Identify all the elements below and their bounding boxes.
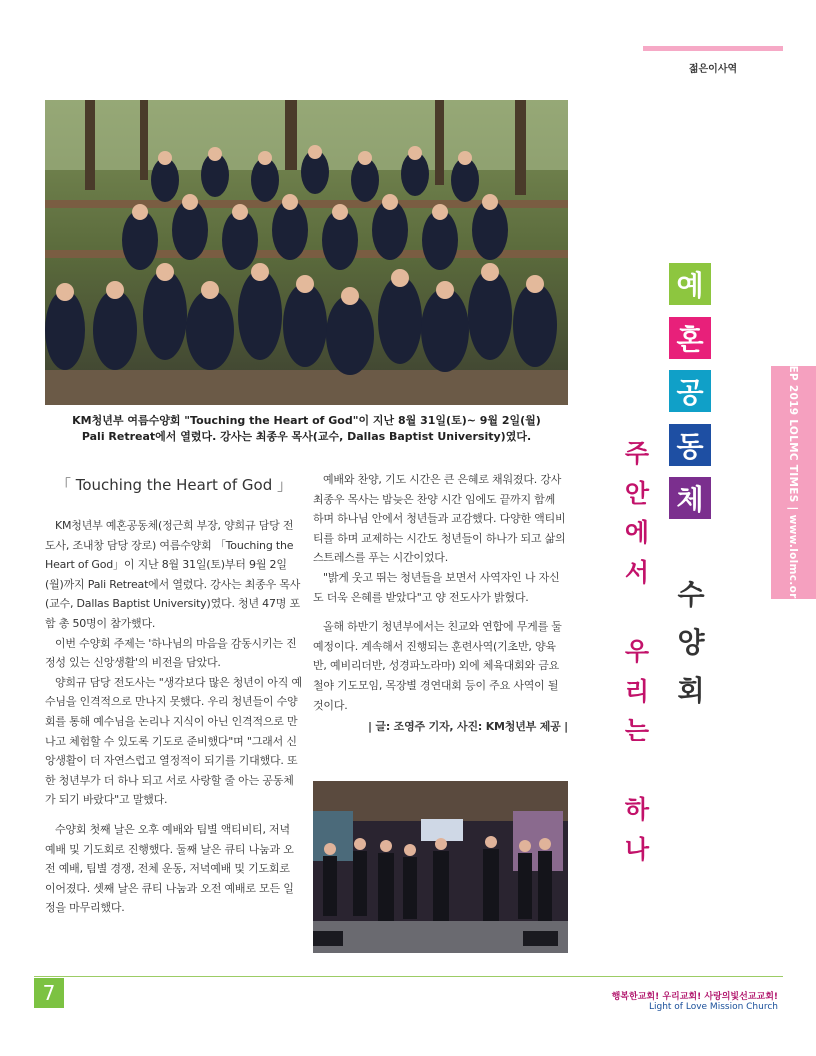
footer-slogan: 행복한교회! 우리교회! 사랑의빛선교교회!: [611, 992, 778, 1002]
group-photo-illustration: [45, 100, 568, 405]
subtitle-char: 안: [624, 478, 650, 508]
article-subhead: 「 Touching the Heart of God 」: [55, 476, 292, 494]
title-block: 동: [669, 424, 711, 466]
title-block: 예: [669, 263, 711, 305]
title-char: 수: [677, 578, 705, 611]
vertical-subtitle: [622, 436, 652, 872]
subtitle-char: 주: [624, 439, 650, 468]
paragraph: 올해 하반기 청년부에서는 친교와 연합에 무게를 둘 예정이다. 계속해서 진행되는 훈련사역(기초반, 양육반, 예비리더반, 성경파노라마) 외에 체육대회와 금요철야 기도모임, 목장별 경연대회 등이 주요 사역이 될 것이다.: [313, 620, 562, 712]
caption-line-1: KM청년부 여름수양회 "Touching the Heart of God"이 지난 8월 31일(토)~ 9월 2일(월): [72, 414, 541, 427]
paragraph: 양희규 담당 전도사는 "생각보다 많은 청년이 아직 예수님을 인격적으로 만나지 못했다. 우리 청년들이 수양회를 통해 예수님을 논리나 지식이 아닌 인격적으로 만나고 체험할 수 있도록 기도로 준비했다"며 "그래서 신앙생활이 더 자연스럽고 열정적이 되기를 기대했다. 또한 청년부가 더 하나 되고 서로 사랑할 줄 아는 공동체가 되기 바랐다"고 말했다.: [45, 675, 302, 807]
subtitle-char: 에: [624, 518, 650, 548]
subtitle-char: 우: [624, 636, 650, 666]
paragraph: 예배와 찬양, 기도 시간은 큰 은혜로 채워졌다. 강사 최종우 목사는 밤늦은 찬양 시간 임에도 끝까지 함께 하며 하나님 안에서 청년들과 교감했다. 다양한 액티비티를 하며 교제하는 시간도 청년들이 하나가 되고 삶의 스트레스를 푸는 시간이었다.: [313, 473, 566, 565]
section-label: 젊은이사역: [688, 64, 738, 75]
group-photo: [45, 100, 568, 405]
subtitle-gap: [622, 594, 652, 634]
subtitle-gap: [622, 753, 652, 793]
article-credit: | 글: 조영주 기자, 사진: KM청년부 제공 |: [367, 720, 568, 734]
subtitle-char: 나: [624, 834, 650, 864]
page-number: 7: [34, 978, 64, 1008]
paragraph: KM청년부 예혼공동체(정근희 부장, 양희규 담당 전도사, 조내창 담당 장로) 여름수양회 「Touching the Heart of God」이 지난 8월 31일(토)부터 9월 2일(월)까지 Pali Retreat에서 열렸다. 강사는 최종우 목사(교수, Dallas Baptist University)였다. 청년 47명 포함 총 50명이 참가했다.: [45, 519, 301, 630]
paragraph: 이번 수양회 주제는 '하나님의 마음을 감동시키는 진정성 있는 신앙생활'의 비전을 담았다.: [45, 636, 297, 670]
title-char: 회: [677, 674, 705, 707]
vertical-title: [671, 574, 711, 718]
footer-church-name: Light of Love Mission Church: [648, 1002, 778, 1012]
title-block: 공: [669, 370, 711, 412]
subtitle-char: 는: [624, 716, 650, 746]
caption-line-2: Pali Retreat에서 열렸다. 강사는 최종우 목사(교수, Dallas Baptist University)였다.: [81, 430, 532, 443]
title-block: 혼: [669, 317, 711, 359]
side-tab: [771, 357, 816, 607]
article-column-1: [45, 516, 303, 918]
paragraph: "밝게 웃고 뛰는 청년들을 보면서 사역자인 나 자신도 더욱 은혜를 받았다"고 양 전도사가 밝혔다.: [313, 570, 560, 604]
subtitle-char: 서: [624, 557, 650, 587]
worship-photo: [313, 781, 568, 953]
subtitle-char: 리: [624, 676, 650, 706]
title-block: 체: [669, 477, 711, 519]
worship-photo-illustration: [313, 781, 568, 953]
subtitle-char: 하: [624, 795, 650, 825]
paragraph: 수양회 첫째 날은 오후 예배와 팀별 액티비티, 저녁 예배 및 기도회로 진행했다. 둘째 날은 큐티 나눔과 오전 예배, 팀별 경쟁, 전체 운동, 저녁예배 및 기도회로 이어졌다. 셋째 날은 큐티 나눔과 오전 예배로 모든 일정을 마무리했다.: [45, 822, 294, 915]
footer-divider: [34, 976, 783, 977]
title-blocks: [669, 263, 711, 531]
photo-caption: [45, 413, 568, 445]
side-tab-text: SEP 2019 LOLMC TIMES | www.lolmc.org: [787, 357, 799, 607]
title-char: 양: [677, 626, 705, 659]
header-accent-bar: [643, 46, 783, 51]
article-column-2: [313, 470, 568, 737]
